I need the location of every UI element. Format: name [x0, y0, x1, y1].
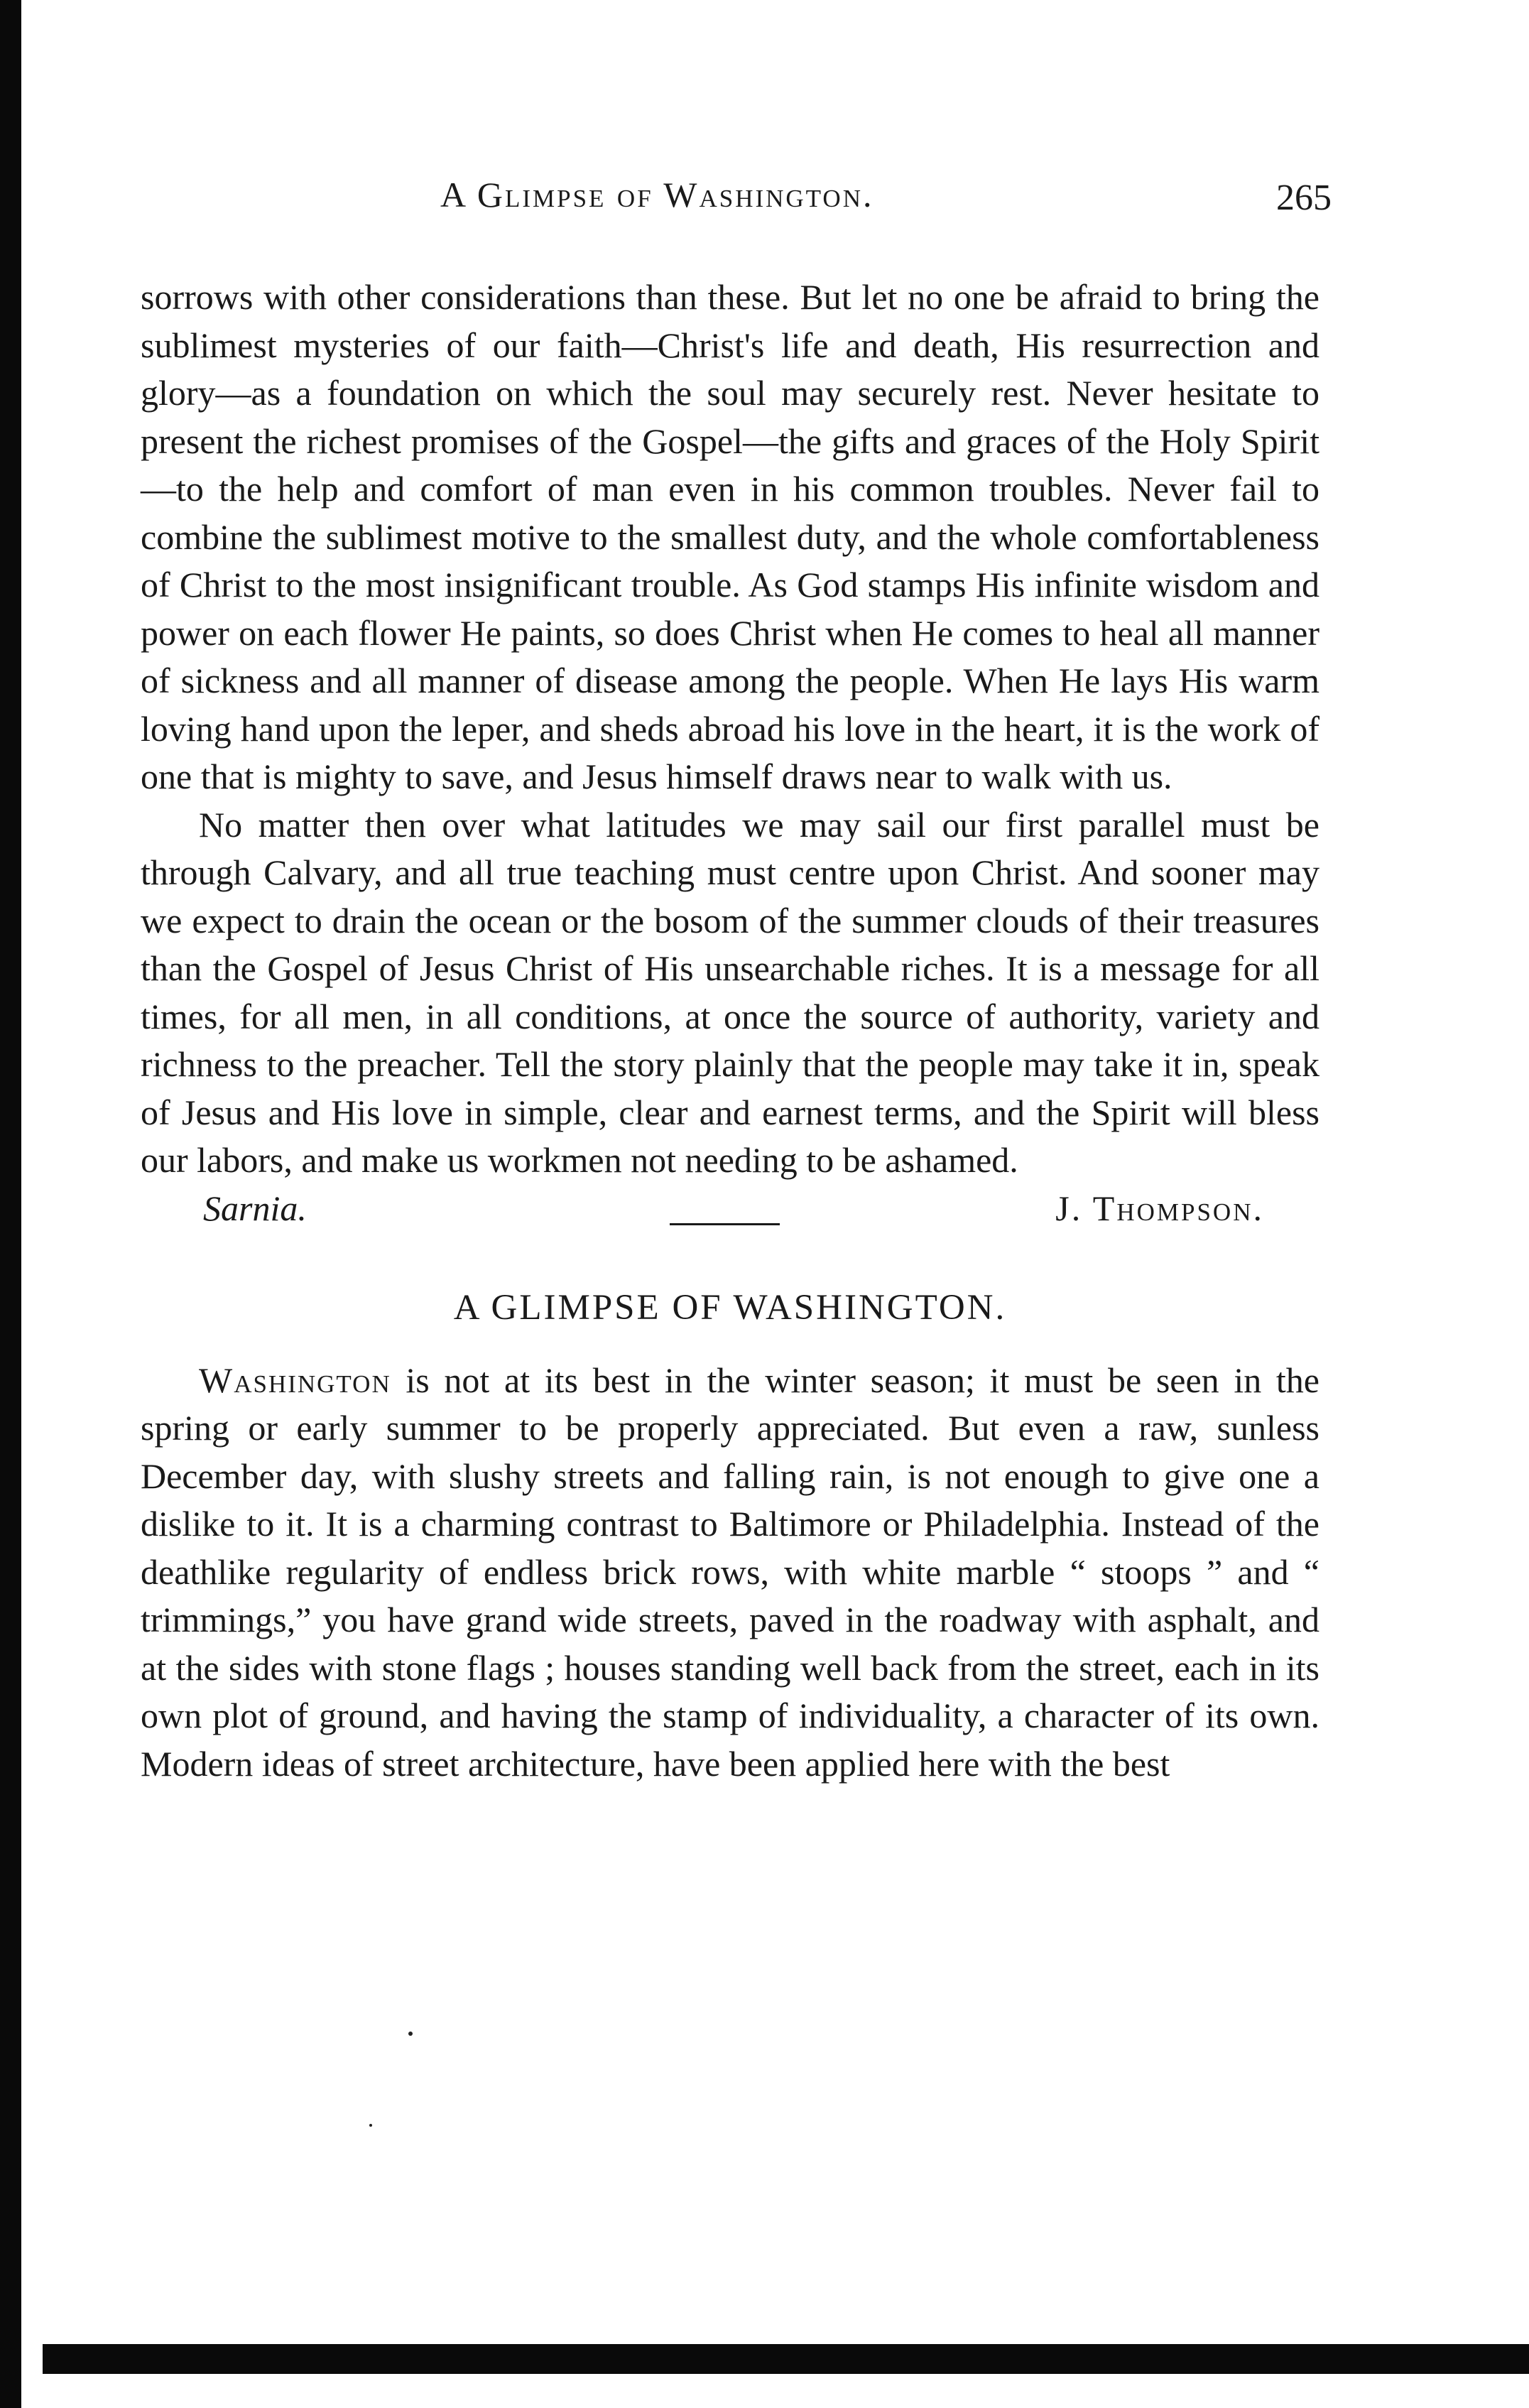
lead-word: Washington	[199, 1360, 391, 1400]
scan-speck	[408, 2032, 413, 2036]
previous-article-ending	[141, 273, 1319, 1235]
section-divider-rule	[670, 1223, 780, 1225]
scan-border-left	[0, 0, 21, 2408]
paragraph-text: is not at its best in the winter season; it must be seen in the spring or early summer to be properly appreciated. But even a raw, sunless December day, with slushy streets and falling rain, is not enough to give one a dislike to it. It is a charming contrast to Baltimore or Philadelphia. Instead of the deathlike regularity of endless brick rows, with white marble “ stoops ” and “ trimmings,” you have grand wide streets, paved in the roadway with asphalt, and at the sides with stone flags ; houses standing well back from the street, each in its own plot of ground, and having the stamp of individuality, a character of its own. Modern ideas of street architecture, have been applied here with the best	[141, 1360, 1319, 1784]
scan-speck	[369, 2124, 372, 2127]
article-heading: A GLIMPSE OF WASHINGTON.	[453, 1287, 1007, 1328]
paragraph: sorrows with other considerations than these. But let no one be afraid to bring the sublimest mysteries of our faith—Christ's life and death, His resurrection and glory—as a foundation on which the soul may securely rest. Never hesitate to present the richest promises of the Gospel—the gifts and graces of the Holy Spirit—to the help and comfort of man even in his common troubles. Never fail to combine the sublimest motive to the smallest duty, and the whole comfortableness of Christ to the most insignificant trouble. As God stamps His infinite wisdom and power on each flower He paints, so does Christ when He comes to heal all manner of sickness and all manner of disease among the people. When He lays His warm loving hand upon the leper, and sheds abroad his love in the heart, it is the work of one that is mighty to save, and Jesus himself draws near to walk with us.	[141, 277, 1319, 796]
signature-author: J. Thompson.	[1055, 1188, 1264, 1228]
paragraph	[141, 1357, 1319, 1789]
running-title: A Glimpse of Washington.	[440, 175, 874, 215]
article-a-glimpse-of-washington	[141, 1284, 1319, 1789]
scan-border-bottom	[43, 2344, 1529, 2374]
signature-line	[141, 1185, 1319, 1235]
signature-place: Sarnia.	[203, 1188, 307, 1228]
paragraph: No matter then over what latitudes we may sail our first parallel must be through Calvary, and all true teaching must centre upon Christ. And sooner may we expect to drain the ocean or the bosom of the summer clouds of their treasures than the Gospel of Jesus Christ of His unsearchable riches. It is a message for all times, for all men, in all conditions, at once the source of authority, variety and richness to the preacher. Tell the story plainly that the people may take it in, speak of Jesus and His love in simple, clear and earnest terms, and the Spirit will bless our labors, and make us workmen not needing to be ashamed.	[141, 804, 1319, 1180]
page-header	[199, 174, 1332, 231]
page-body	[141, 273, 1319, 1788]
page-number: 265	[1276, 178, 1332, 218]
